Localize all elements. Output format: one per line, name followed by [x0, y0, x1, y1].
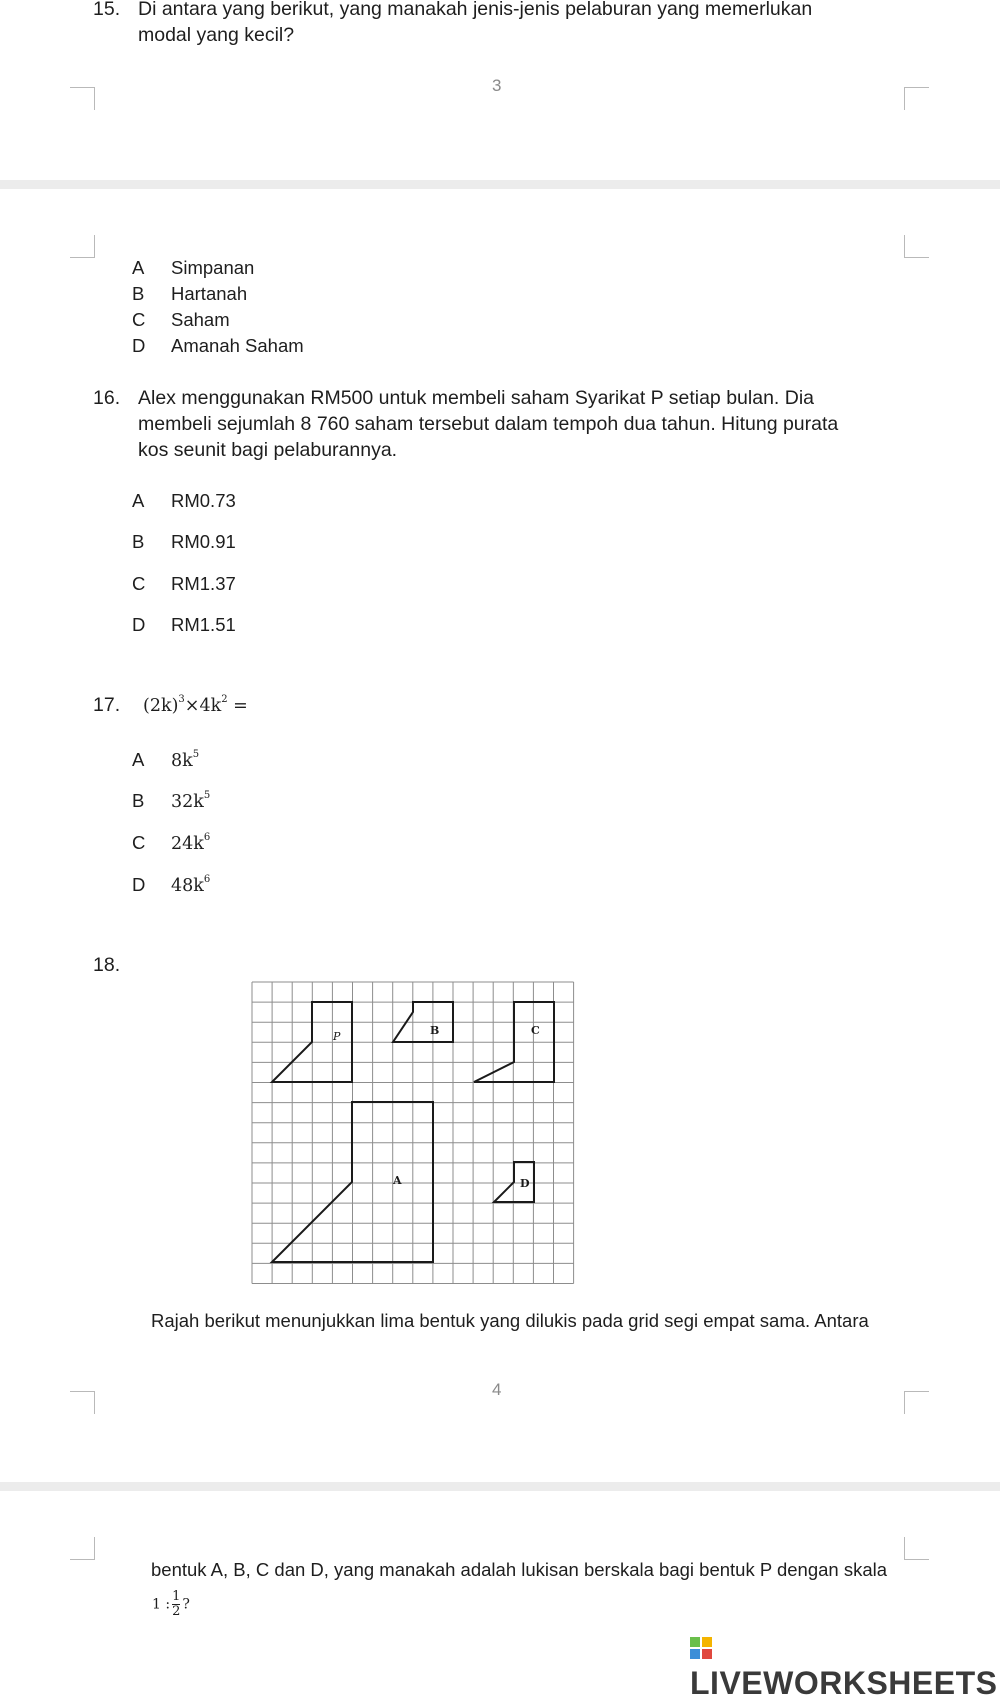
option-letter: B: [132, 790, 145, 811]
option-letter: C: [132, 309, 146, 330]
option-exponent: 5: [203, 790, 211, 801]
option-math: [171, 790, 210, 812]
option-math: [171, 874, 210, 896]
liveworksheets-logo-icon: [690, 1637, 712, 1659]
option-letter: A: [132, 490, 145, 511]
logo-square: [690, 1637, 700, 1647]
q15-text-line1: Di antara yang berikut, yang manakah jenis-jenis pelaburan yang memerlukan: [138, 0, 813, 20]
shape-label-c: C: [531, 1024, 540, 1037]
option-text: RM0.73: [171, 490, 236, 511]
option-exponent: 5: [192, 749, 200, 760]
liveworksheets-watermark: [690, 1628, 1000, 1702]
scale-suffix: ?: [182, 1596, 190, 1613]
q16-text-line1: Alex menggunakan RM500 untuk membeli saham Syarikat P setiap bulan. Dia: [138, 387, 815, 409]
shape-label-p: P: [333, 1030, 341, 1043]
option-letter: A: [132, 257, 145, 278]
expr-part: =: [227, 696, 248, 716]
grid-lines: [252, 982, 574, 1284]
logo-square: [702, 1637, 712, 1647]
q15-number: 15.: [93, 0, 121, 20]
logo-square: [690, 1649, 700, 1659]
option-text: RM1.51: [171, 614, 236, 635]
expr-exponent: 3: [178, 694, 185, 705]
page-corner-mark: [904, 1537, 929, 1560]
option-base: 32k: [171, 792, 204, 812]
q15-text-line2: modal yang kecil?: [138, 24, 295, 46]
option-text: Saham: [171, 309, 230, 330]
option-exponent: 6: [203, 832, 211, 843]
page-corner-mark: [904, 235, 929, 258]
option-letter: B: [132, 531, 145, 552]
q16-number: 16.: [93, 387, 121, 409]
option-text: Hartanah: [171, 283, 248, 304]
option-letter: D: [132, 335, 146, 356]
expr-part: ×4k: [184, 696, 222, 716]
shape-label-a: A: [393, 1174, 402, 1187]
page-number: 3: [492, 76, 502, 95]
option-letter: B: [132, 283, 145, 304]
option-letter: C: [132, 573, 146, 594]
option-text: Simpanan: [171, 257, 255, 278]
expr-part: (2k): [143, 696, 179, 716]
scale-fraction: [172, 1590, 180, 1619]
option-base: 48k: [171, 876, 204, 896]
fraction-numerator: 1: [172, 1589, 181, 1604]
shape-label-b: B: [430, 1024, 440, 1037]
watermark-text: LIVEWORKSHEETS: [690, 1665, 998, 1701]
q18-text-line1: Rajah berikut menunjukkan lima bentuk yang dilukis pada grid segi empat sama. Antara: [151, 1310, 869, 1331]
scale-prefix: 1 :: [152, 1596, 171, 1613]
page-separator: [0, 1482, 1000, 1491]
option-letter: D: [132, 614, 146, 635]
q18-grid-diagram: [250, 978, 580, 1288]
option-base: 24k: [171, 834, 204, 854]
option-letter: D: [132, 874, 146, 895]
q18-number: 18.: [93, 954, 121, 976]
option-base: 8k: [171, 751, 193, 771]
q18-scale: [152, 1590, 190, 1619]
fraction-denominator: 2: [172, 1604, 181, 1619]
page-corner-mark: [904, 87, 929, 110]
q16-text-line3: kos seunit bagi pelaburannya.: [138, 439, 398, 461]
option-exponent: 6: [203, 874, 211, 885]
page-number: 4: [492, 1380, 502, 1399]
option-math: [171, 832, 210, 854]
page-corner-mark: [70, 1537, 95, 1560]
option-letter: C: [132, 832, 146, 853]
option-text: Amanah Saham: [171, 335, 304, 356]
option-letter: A: [132, 749, 145, 770]
option-math: [171, 749, 199, 771]
logo-square: [702, 1649, 712, 1659]
q17-expression: [143, 694, 248, 716]
shape-label-d: D: [520, 1177, 530, 1190]
page-corner-mark: [70, 235, 95, 258]
option-text: RM1.37: [171, 573, 236, 594]
q18-text-line2: bentuk A, B, C dan D, yang manakah adalah lukisan berskala bagi bentuk P dengan skala: [151, 1559, 888, 1580]
page-corner-mark: [904, 1391, 929, 1414]
expr-exponent: 2: [221, 694, 228, 705]
q16-text-line2: membeli sejumlah 8 760 saham tersebut dalam tempoh dua tahun. Hitung purata: [138, 413, 839, 435]
q17-number: 17.: [93, 694, 121, 716]
page-corner-mark: [70, 87, 95, 110]
option-text: RM0.91: [171, 531, 236, 552]
page-separator: [0, 180, 1000, 189]
page-corner-mark: [70, 1391, 95, 1414]
